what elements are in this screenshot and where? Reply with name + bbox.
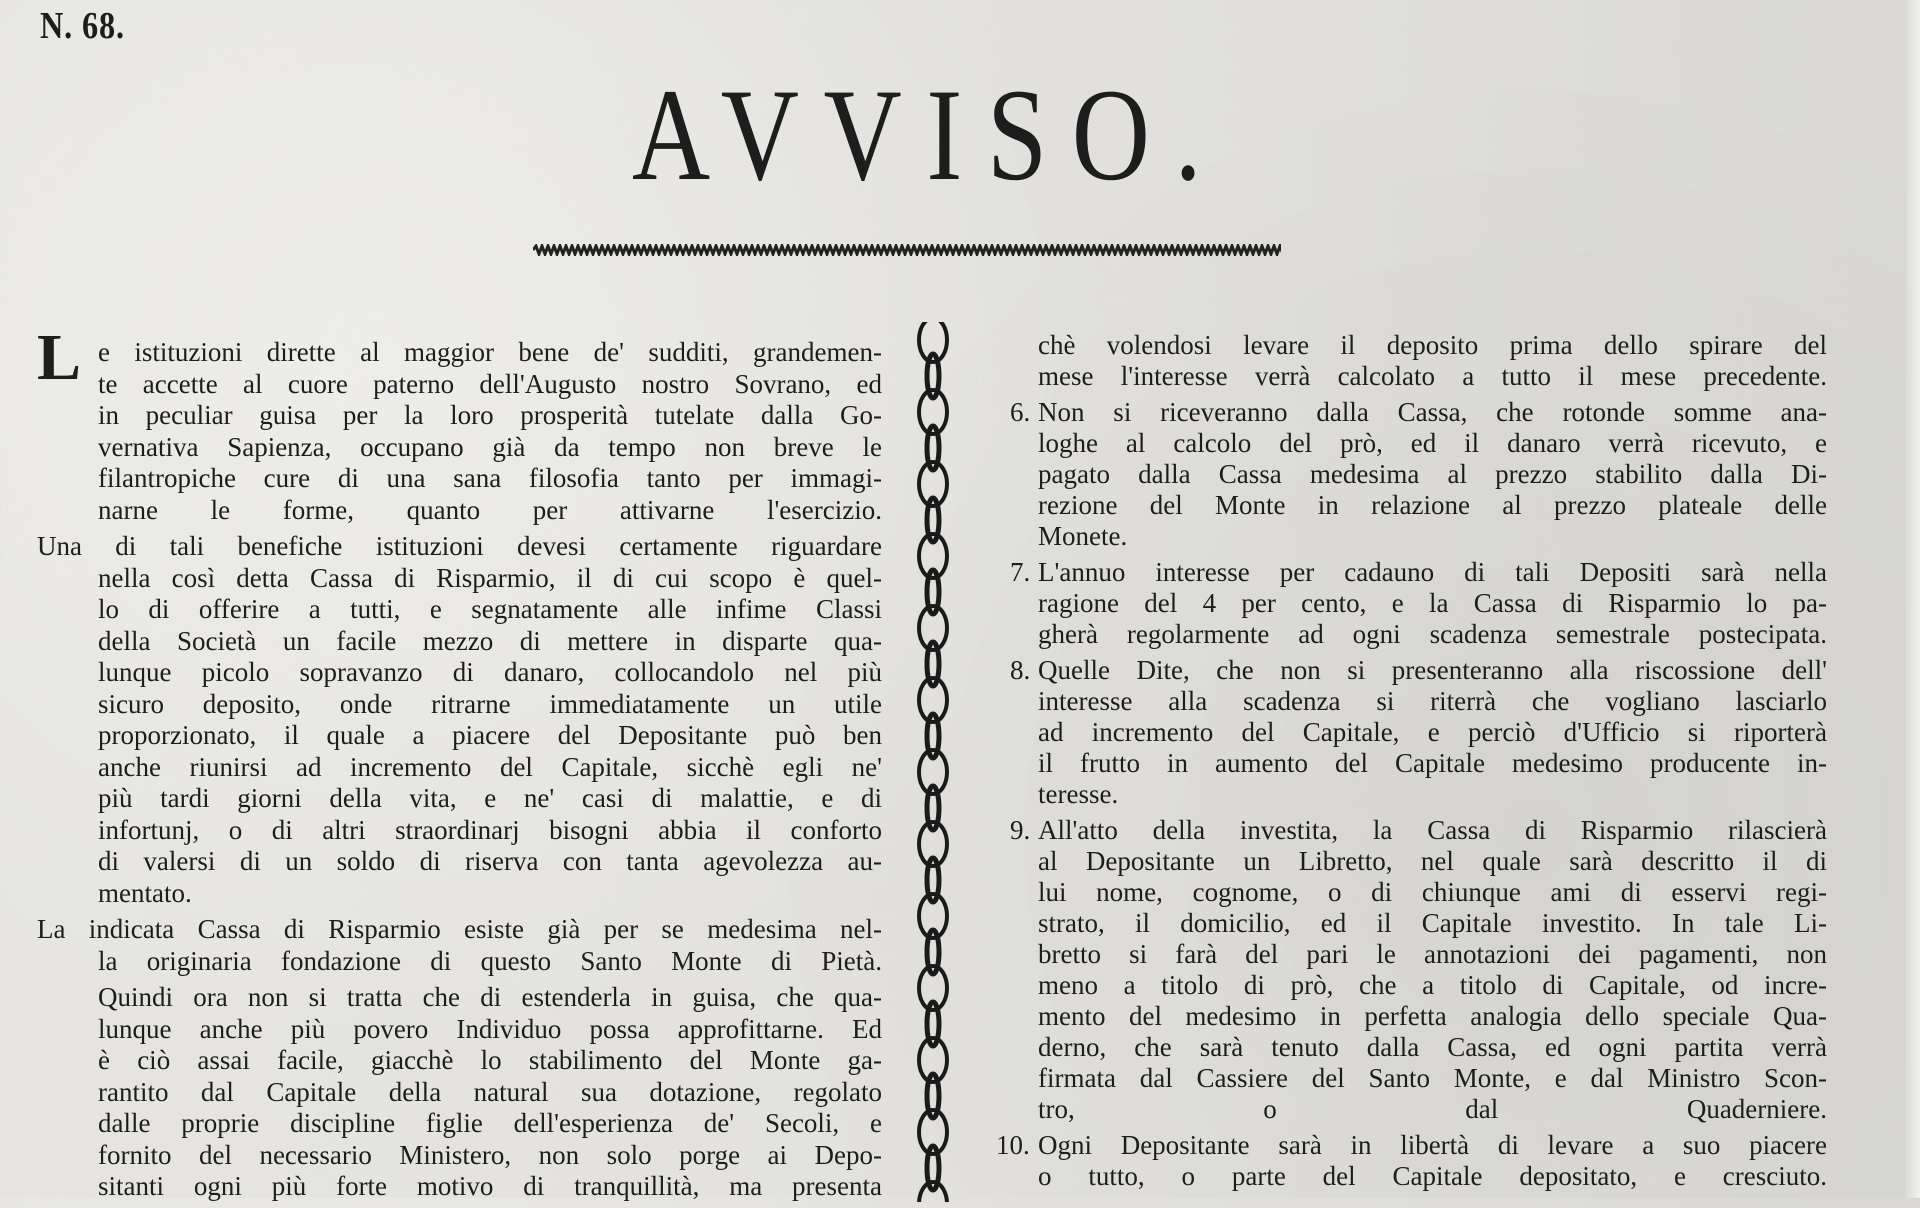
text-line: rezione del Monte in relazione al prezzo plateale delle	[1038, 490, 1827, 520]
numbered-article	[1010, 330, 1827, 392]
text-line: pagato dalla Cassa medesima al prezzo stabilito dalla Di-	[1038, 459, 1827, 489]
text-line: ragione del 4 per cento, e la Cassa di Risparmio lo pa-	[1038, 588, 1827, 618]
text-line: narne le forme, quanto per attivarne l'esercizio.	[98, 494, 882, 525]
text-line: lui nome, cognome, o di chiunque ami di esservi regi-	[1038, 877, 1827, 907]
text-line: lunque picolo sopravanzo di danaro, collocandolo nel più	[98, 657, 882, 687]
text-line: o tutto, o parte del Capitale depositato, e cresciuto.	[1038, 1161, 1827, 1191]
text-line: al Depositante un Libretto, nel quale sarà descritto il di	[1038, 846, 1827, 876]
article-number: 8.	[1010, 655, 1031, 685]
text-line: filantropiche cure di una sana filosofia tanto per immagi-	[98, 463, 882, 493]
drop-cap: L	[37, 321, 82, 394]
article-number: 10.	[996, 1130, 1030, 1160]
paragraph	[37, 321, 882, 526]
text-line: proporzionato, il quale a piacere del Depositante può ben	[98, 720, 882, 750]
text-line: la originaria fondazione di questo Santo Monte di Pietà.	[98, 945, 882, 976]
numbered-article	[1010, 397, 1827, 552]
text-line: strato, il domicilio, ed il Capitale investito. In tale Li-	[1038, 908, 1827, 938]
text-line: Una di tali benefiche istituzioni devesi certamente riguardare	[37, 531, 882, 561]
text-line-content: Ogni Depositante sarà in libertà di levare a suo piacere	[1038, 1130, 1827, 1160]
text-line-content: All'atto della investita, la Cassa di Risparmio rilascierà	[1038, 815, 1827, 845]
text-line: mese l'interesse verrà calcolato a tutto il mese precedente.	[1038, 361, 1827, 391]
text-line-content: L'annuo interesse per cadauno di tali Depositi sarà nella	[1038, 557, 1827, 587]
text-line: fornito del necessario Ministero, non solo porge ai Depo-	[98, 1139, 882, 1170]
text-line: dalle proprie discipline figlie dell'esperienza de' Secoli, e	[98, 1108, 882, 1138]
text-line: La indicata Cassa di Risparmio esiste già per se medesima nel-	[37, 914, 882, 944]
text-line: mentato.	[98, 877, 192, 908]
text-line	[1010, 815, 1827, 846]
text-line: mento del medesimo in perfetta analogia dello speciale Qua-	[1038, 1001, 1827, 1031]
text-line: gherà regolarmente ad ogni scadenza semestrale postecipata.	[1038, 619, 1827, 649]
text-line: il frutto in aumento del Capitale medesimo producente in-	[1038, 748, 1827, 778]
text-line: meno a titolo di prò, che a titolo di Capitale, od incre-	[1038, 970, 1827, 1000]
text-line: lunque anche più povero Individuo possa approfittarne. Ed	[98, 1013, 882, 1044]
text-line: tro, o dal Quaderniere.	[1038, 1094, 1827, 1124]
wavy-divider-rule	[533, 244, 1281, 256]
article-number: 7.	[1010, 557, 1031, 587]
paragraph	[37, 531, 882, 909]
text-line: infortunj, o di altri straordinarj bisogni abbia il conforto	[98, 814, 882, 845]
text-line: derno, che sarà tenuto dalla Cassa, ed ogni partita verrà	[1038, 1032, 1827, 1062]
left-column	[37, 321, 882, 1208]
text-line-content: Non si riceveranno dalla Cassa, che rotonde somme ana-	[1038, 397, 1827, 427]
text-line: rantito dal Capitale della natural sua dotazione, regolato	[98, 1076, 882, 1107]
text-line: di valersi di un soldo di riserva con tanta agevolezza au-	[98, 846, 882, 876]
text-line: ad incremento del Capitale, e perciò d'Ufficio si riporterà	[1038, 717, 1827, 747]
page-title: AVVISO.	[631, 61, 1227, 208]
notice-number: N. 68.	[40, 5, 125, 47]
paragraph	[37, 982, 882, 1203]
text-line: nella così detta Cassa di Risparmio, il di cui scopo è quel-	[98, 562, 882, 593]
chain-column-divider	[908, 322, 958, 1202]
text-line: sicuro deposito, onde ritrarne immediatamente un utile	[98, 688, 882, 719]
text-line: Monete.	[1038, 521, 1128, 551]
text-line: è ciò assai facile, giacchè lo stabilimento del Monte ga-	[98, 1045, 882, 1075]
text-line: lo di offerire a tutti, e segnatamente alle infime Classi	[98, 594, 882, 624]
text-line: loghe al calcolo del prò, ed il danaro verrà ricevuto, e	[1038, 428, 1827, 458]
article-number: 6.	[1010, 397, 1031, 427]
text-line: teresse.	[1038, 779, 1119, 809]
text-line: bretto si farà del pari le annotazioni dei pagamenti, non	[1038, 939, 1827, 969]
text-line: in peculiar guisa per la loro prosperità tutelate dalla Go-	[98, 400, 882, 430]
text-line: firmata dal Cassiere del Santo Monte, e dal Ministro Scon-	[1038, 1063, 1827, 1093]
text-line: interesse alla scadenza si riterrà che vogliano lasciarlo	[1038, 686, 1827, 716]
text-line: chè volendosi levare il deposito prima dello spirare del	[1038, 330, 1827, 360]
text-line	[996, 1130, 1827, 1161]
text-line: più tardi giorni della vita, e ne' casi di malattie, e di	[98, 783, 882, 813]
numbered-article	[1010, 557, 1827, 650]
text-line: sitanti ogni più forte motivo di tranquillità, ma presenta	[98, 1171, 882, 1201]
text-line-content: Quelle Dite, che non si presenteranno alla riscossione dell'	[1038, 655, 1827, 685]
text-line: anche riunirsi ad incremento del Capitale, sicchè egli ne'	[98, 751, 882, 782]
text-line: Quindi ora non si tratta che di estenderla in guisa, che qua-	[98, 982, 882, 1012]
text-line	[1010, 655, 1827, 686]
text-line: te accette al cuore paterno dell'Augusto nostro Sovrano, ed	[98, 368, 882, 399]
text-line: della Società un facile mezzo di mettere in disparte qua-	[98, 625, 882, 656]
page-edge	[1906, 0, 1920, 1198]
right-column	[996, 330, 1827, 1197]
text-line	[1010, 557, 1827, 588]
text-line	[1010, 397, 1827, 428]
paragraph	[37, 914, 882, 977]
text-line: vernativa Sapienza, occupano già da tempo non breve le	[98, 431, 882, 462]
numbered-article	[996, 1130, 1827, 1192]
numbered-article	[1010, 815, 1827, 1125]
article-number: 9.	[1010, 815, 1031, 845]
numbered-article	[1010, 655, 1827, 810]
text-line: e istituzioni dirette al maggior bene de' sudditi, grandemen-	[98, 337, 882, 367]
